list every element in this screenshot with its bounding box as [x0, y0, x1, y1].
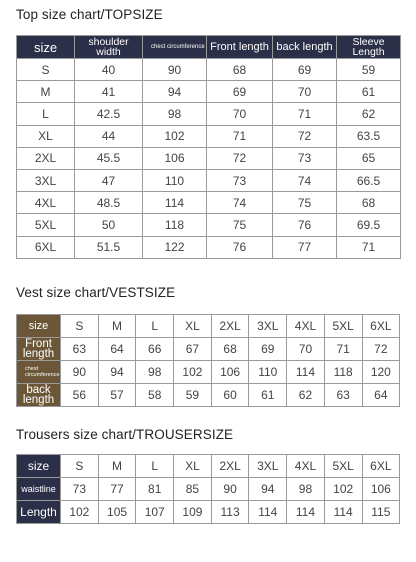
table-row — [17, 214, 401, 236]
value-cell: 76 — [273, 214, 337, 236]
value-cell: 60 — [211, 384, 249, 407]
size-cell: 5XL — [17, 214, 75, 236]
value-cell: 63 — [324, 384, 362, 407]
value-cell: 63 — [61, 338, 99, 361]
value-cell: 44 — [75, 125, 143, 147]
top-size-table — [16, 35, 401, 259]
table-row — [17, 192, 401, 214]
value-cell: 75 — [273, 192, 337, 214]
size-cell: 3XL — [249, 455, 287, 478]
table-row — [17, 236, 401, 258]
value-cell: 70 — [287, 338, 325, 361]
value-cell: 94 — [143, 81, 207, 103]
header-chest-circumference: chest circumference — [143, 36, 207, 59]
size-cell: 2XL — [211, 315, 249, 338]
size-cell: XL — [174, 315, 212, 338]
value-cell: 72 — [273, 125, 337, 147]
table-row — [17, 338, 400, 361]
value-cell: 113 — [211, 501, 249, 524]
size-cell: 6XL — [362, 455, 400, 478]
table-row — [17, 59, 401, 81]
trousers-size-table — [16, 454, 400, 524]
size-cell: M — [98, 315, 136, 338]
value-cell: 90 — [211, 478, 249, 501]
table-row — [17, 315, 400, 338]
value-cell: 106 — [362, 478, 400, 501]
value-cell: 57 — [98, 384, 136, 407]
value-cell: 81 — [136, 478, 174, 501]
value-cell: 120 — [362, 361, 400, 384]
size-cell: L — [136, 455, 174, 478]
value-cell: 77 — [273, 236, 337, 258]
value-cell: 61 — [249, 384, 287, 407]
value-cell: 45.5 — [75, 147, 143, 169]
value-cell: 50 — [75, 214, 143, 236]
size-cell: 3XL — [17, 169, 75, 191]
value-cell: 114 — [287, 361, 325, 384]
value-cell: 42.5 — [75, 103, 143, 125]
value-cell: 110 — [143, 169, 207, 191]
value-cell: 69 — [207, 81, 273, 103]
row-label-cell: size — [17, 315, 61, 338]
size-cell: XL — [174, 455, 212, 478]
value-cell: 63.5 — [337, 125, 401, 147]
top-chart-title: Top size chart/TOPSIZE — [16, 7, 163, 22]
table-row — [17, 501, 400, 524]
value-cell: 67 — [174, 338, 212, 361]
value-cell: 115 — [362, 501, 400, 524]
value-cell: 58 — [136, 384, 174, 407]
value-cell: 69 — [249, 338, 287, 361]
value-cell: 65 — [337, 147, 401, 169]
value-cell: 64 — [98, 338, 136, 361]
value-cell: 109 — [174, 501, 212, 524]
top-header-row — [17, 36, 401, 59]
value-cell: 94 — [98, 361, 136, 384]
value-cell: 47 — [75, 169, 143, 191]
value-cell: 71 — [207, 125, 273, 147]
value-cell: 114 — [143, 192, 207, 214]
value-cell: 76 — [207, 236, 273, 258]
vest-size-table — [16, 314, 400, 407]
value-cell: 114 — [287, 501, 325, 524]
size-cell: L — [136, 315, 174, 338]
value-cell: 64 — [362, 384, 400, 407]
size-cell: M — [17, 81, 75, 103]
value-cell: 118 — [324, 361, 362, 384]
table-row — [17, 81, 401, 103]
value-cell: 40 — [75, 59, 143, 81]
value-cell: 66 — [136, 338, 174, 361]
value-cell: 102 — [174, 361, 212, 384]
value-cell: 71 — [324, 338, 362, 361]
size-cell: 4XL — [287, 455, 325, 478]
value-cell: 59 — [337, 59, 401, 81]
value-cell: 118 — [143, 214, 207, 236]
size-cell: S — [61, 315, 99, 338]
value-cell: 102 — [143, 125, 207, 147]
table-row — [17, 147, 401, 169]
value-cell: 106 — [211, 361, 249, 384]
value-cell: 114 — [249, 501, 287, 524]
value-cell: 114 — [324, 501, 362, 524]
row-label-cell: Front length — [17, 338, 61, 361]
value-cell: 77 — [98, 478, 136, 501]
value-cell: 73 — [61, 478, 99, 501]
size-cell: 6XL — [362, 315, 400, 338]
value-cell: 48.5 — [75, 192, 143, 214]
header-back-length: back length — [273, 36, 337, 59]
value-cell: 105 — [98, 501, 136, 524]
value-cell: 72 — [362, 338, 400, 361]
table-row — [17, 478, 400, 501]
size-cell: 4XL — [287, 315, 325, 338]
value-cell: 90 — [143, 59, 207, 81]
size-cell: 4XL — [17, 192, 75, 214]
size-cell: L — [17, 103, 75, 125]
value-cell: 73 — [207, 169, 273, 191]
value-cell: 61 — [337, 81, 401, 103]
value-cell: 107 — [136, 501, 174, 524]
value-cell: 41 — [75, 81, 143, 103]
value-cell: 62 — [337, 103, 401, 125]
size-cell: XL — [17, 125, 75, 147]
value-cell: 90 — [61, 361, 99, 384]
value-cell: 98 — [136, 361, 174, 384]
row-label-cell: waistline — [17, 478, 61, 501]
row-label-cell: size — [17, 455, 61, 478]
size-cell: 3XL — [249, 315, 287, 338]
header-shoulder-width: shoulder width — [75, 36, 143, 59]
table-row — [17, 455, 400, 478]
value-cell: 59 — [174, 384, 212, 407]
header-front-length: Front length — [207, 36, 273, 59]
size-cell: 5XL — [324, 455, 362, 478]
table-row — [17, 169, 401, 191]
value-cell: 66.5 — [337, 169, 401, 191]
table-row — [17, 103, 401, 125]
value-cell: 62 — [287, 384, 325, 407]
table-row — [17, 125, 401, 147]
value-cell: 70 — [273, 81, 337, 103]
value-cell: 68 — [337, 192, 401, 214]
value-cell: 56 — [61, 384, 99, 407]
value-cell: 70 — [207, 103, 273, 125]
value-cell: 102 — [324, 478, 362, 501]
header-size: size — [17, 36, 75, 59]
size-cell: S — [17, 59, 75, 81]
size-cell: 2XL — [211, 455, 249, 478]
value-cell: 85 — [174, 478, 212, 501]
value-cell: 102 — [61, 501, 99, 524]
value-cell: 74 — [207, 192, 273, 214]
size-cell: M — [98, 455, 136, 478]
size-cell: 2XL — [17, 147, 75, 169]
value-cell: 72 — [207, 147, 273, 169]
value-cell: 74 — [273, 169, 337, 191]
trousers-chart-title: Trousers size chart/TROUSERSIZE — [16, 427, 234, 442]
table-row — [17, 384, 400, 407]
value-cell: 69 — [273, 59, 337, 81]
value-cell: 71 — [273, 103, 337, 125]
size-cell: S — [61, 455, 99, 478]
value-cell: 106 — [143, 147, 207, 169]
value-cell: 110 — [249, 361, 287, 384]
row-label-cell: back length — [17, 384, 61, 407]
value-cell: 68 — [211, 338, 249, 361]
value-cell: 75 — [207, 214, 273, 236]
row-label-cell: chest circumference — [17, 361, 61, 384]
vest-chart-title: Vest size chart/VESTSIZE — [16, 285, 176, 300]
header-sleeve-length: Sleeve Length — [337, 36, 401, 59]
value-cell: 98 — [143, 103, 207, 125]
value-cell: 73 — [273, 147, 337, 169]
value-cell: 68 — [207, 59, 273, 81]
value-cell: 98 — [287, 478, 325, 501]
row-label-cell: Length — [17, 501, 61, 524]
table-row — [17, 361, 400, 384]
value-cell: 71 — [337, 236, 401, 258]
size-cell: 5XL — [324, 315, 362, 338]
value-cell: 122 — [143, 236, 207, 258]
value-cell: 69.5 — [337, 214, 401, 236]
value-cell: 94 — [249, 478, 287, 501]
value-cell: 51.5 — [75, 236, 143, 258]
size-cell: 6XL — [17, 236, 75, 258]
